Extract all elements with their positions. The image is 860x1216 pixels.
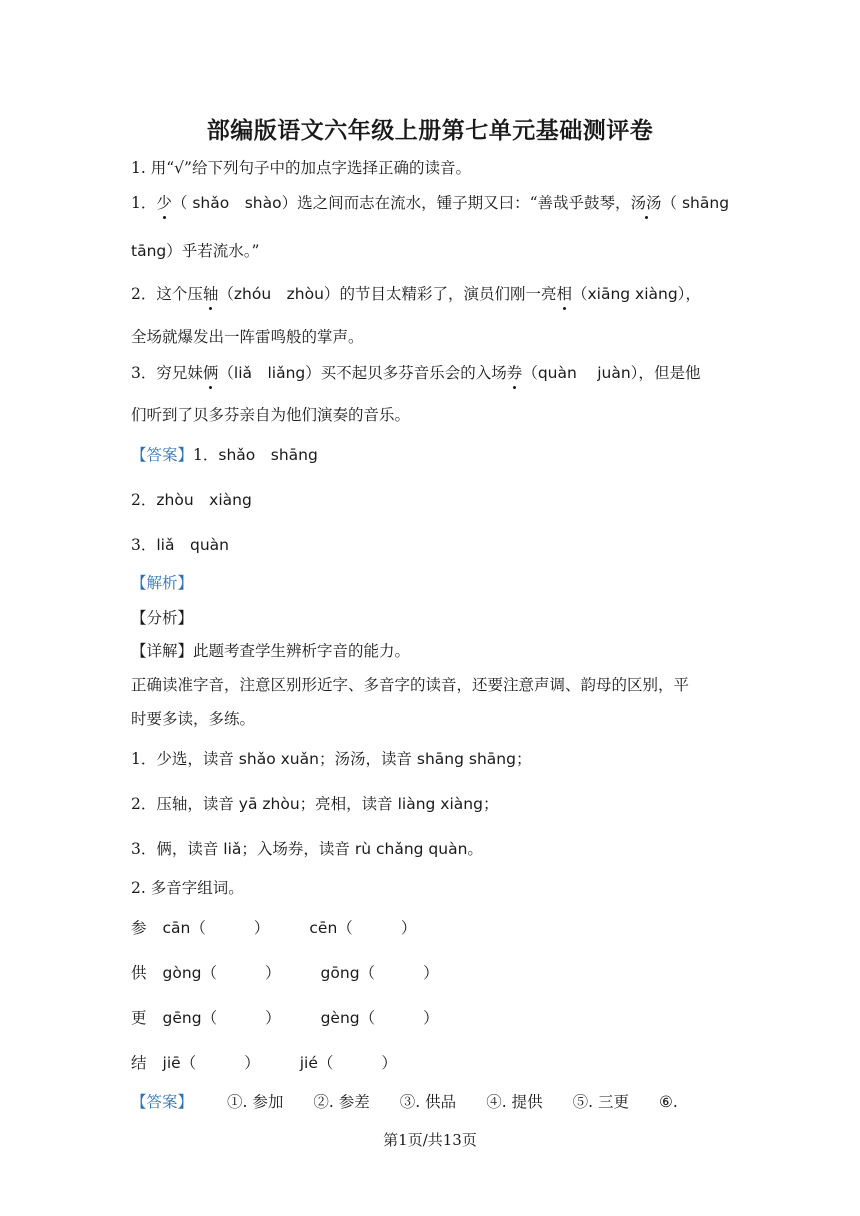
dotted-char: 券	[506, 364, 523, 382]
q2-row: 供 gòng（ ） gōng（ ）	[131, 964, 439, 982]
q1-sentence-2-cont: 全场就爆发出一阵雷鸣般的掌声。	[131, 328, 364, 346]
q1-answer-3: 3．liǎ quàn	[131, 536, 229, 554]
explain-item-1: 1．少选，读音 shǎo xuǎn；汤汤，读音 shāng shāng；	[131, 750, 532, 768]
explain-item-3: 3．俩，读音 liǎ；入场券，读音 rù chǎng quàn。	[131, 840, 483, 858]
q1-sentence-1: 1．少（ shǎo shào）选之间而志在流水，锺子期又曰：“善哉乎鼓琴，汤汤（ shāng	[131, 194, 730, 212]
fenxi-tag: 【分析】	[131, 609, 194, 627]
dotted-char: 相	[556, 285, 572, 303]
q1-intro: 1. 用“√”给下列句子中的加点字选择正确的读音。	[131, 159, 471, 177]
page-footer: 第1页/共13页	[383, 1131, 477, 1149]
q2-row: 更 gēng（ ） gèng（ ）	[131, 1009, 439, 1027]
xiangjie-text: 【详解】此题考查学生辨析字音的能力。	[131, 642, 411, 660]
page-title: 部编版语文六年级上册第七单元基础测评卷	[206, 117, 654, 144]
answer-tag: 【答案】	[131, 1093, 194, 1111]
q2-intro: 2. 多音字组词。	[131, 879, 244, 897]
q1-sentence-3-cont: 们听到了贝多芬亲自为他们演奏的音乐。	[131, 406, 411, 424]
q2-row: 结 jiē（ ） jié（ ）	[131, 1054, 397, 1072]
q1-sentence-2: 2．这个压轴（zhóu zhòu）的节目太精彩了，演员们刚一亮相（xiāng xiàng），	[131, 285, 701, 303]
q1-answer-1: 【答案】1．shǎo shāng	[131, 446, 318, 464]
q1-answer-2: 2．zhòu xiàng	[131, 491, 252, 509]
answer-tag: 【答案】	[131, 446, 194, 464]
q2-row: 参 cān（ ） cēn（ ）	[131, 919, 417, 937]
q2-answers: 【答案】 ①. 参加 ②. 参差 ③. 供品 ④. 提供 ⑤. 三更 ⑥.	[131, 1093, 678, 1111]
dotted-char: 少	[156, 194, 172, 212]
analysis-tag: 【解析】	[131, 574, 194, 592]
explain-line-1: 正确读准字音，注意区别形近字、多音字的读音，还要注意声调、韵母的区别，平	[131, 676, 690, 694]
explain-item-2: 2．压轴，读音 yā zhòu；亮相，读音 liàng xiàng；	[131, 795, 499, 813]
dotted-char: 俩	[202, 364, 219, 382]
dotted-char: 轴	[202, 285, 219, 303]
dotted-char: 汤汤	[630, 194, 662, 212]
q1-sentence-3: 3．穷兄妹俩（liǎ liǎng）买不起贝多芬音乐会的入场券（quàn juàn），但是他	[131, 364, 701, 382]
explain-line-2: 时要多读，多练。	[131, 710, 256, 728]
q1-sentence-1-cont: tāng）乎若流水。”	[131, 242, 260, 260]
